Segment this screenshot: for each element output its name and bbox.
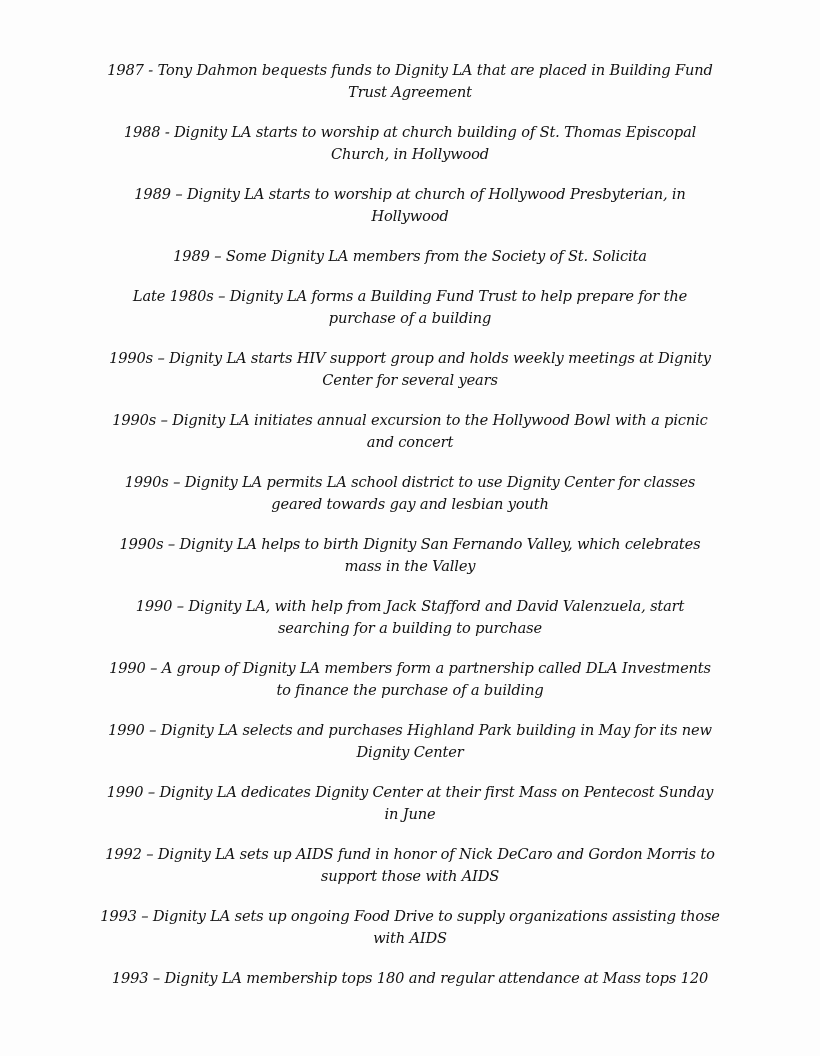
timeline-entry: 1988 - Dignity LA starts to worship at church building of St. Thomas Episcopal Church, in Hollywood [123,124,697,163]
timeline-entry: 1993 – Dignity LA membership tops 180 and regular attendance at Mass tops 120 [111,970,709,987]
timeline-entry: Late 1980s – Dignity LA forms a Building Fund Trust to help prepare for the purchase of a building [132,288,688,327]
timeline-entry: 1990s – Dignity LA helps to birth Dignity San Fernando Valley, which celebrates mass in the Valley [119,536,701,575]
timeline-entry: 1987 - Tony Dahmon bequests funds to Dignity LA that are placed in Building Fund Trust Agreement [107,62,713,101]
timeline-entry: 1993 – Dignity LA sets up ongoing Food Drive to supply organizations assisting those with AIDS [100,908,720,947]
timeline-entry: 1992 – Dignity LA sets up AIDS fund in honor of Nick DeCaro and Gordon Morris to support those with AIDS [105,846,715,885]
timeline-entry: 1990 – A group of Dignity LA members form a partnership called DLA Investments to finance the purchase of a building [109,660,711,699]
timeline-entry: 1989 – Dignity LA starts to worship at church of Hollywood Presbyterian, in Hollywood [134,186,686,225]
timeline-entry: 1990 – Dignity LA dedicates Dignity Center at their first Mass on Pentecost Sunday in June [106,784,714,823]
timeline-list [100,60,720,1008]
timeline-entry: 1989 – Some Dignity LA members from the Society of St. Solicita [173,248,647,265]
timeline-entry: 1990 – Dignity LA selects and purchases Highland Park building in May for its new Dignity Center [108,722,712,761]
timeline-entry: 1990s – Dignity LA initiates annual excursion to the Hollywood Bowl with a picnic and concert [112,412,708,451]
timeline-entry: 1990s – Dignity LA starts HIV support group and holds weekly meetings at Dignity Center for several years [109,350,711,389]
timeline-entry: 1990s – Dignity LA permits LA school district to use Dignity Center for classes geared towards gay and lesbian youth [124,474,696,513]
timeline-entry: 1990 – Dignity LA, with help from Jack Stafford and David Valenzuela, start searching for a building to purchase [135,598,685,637]
